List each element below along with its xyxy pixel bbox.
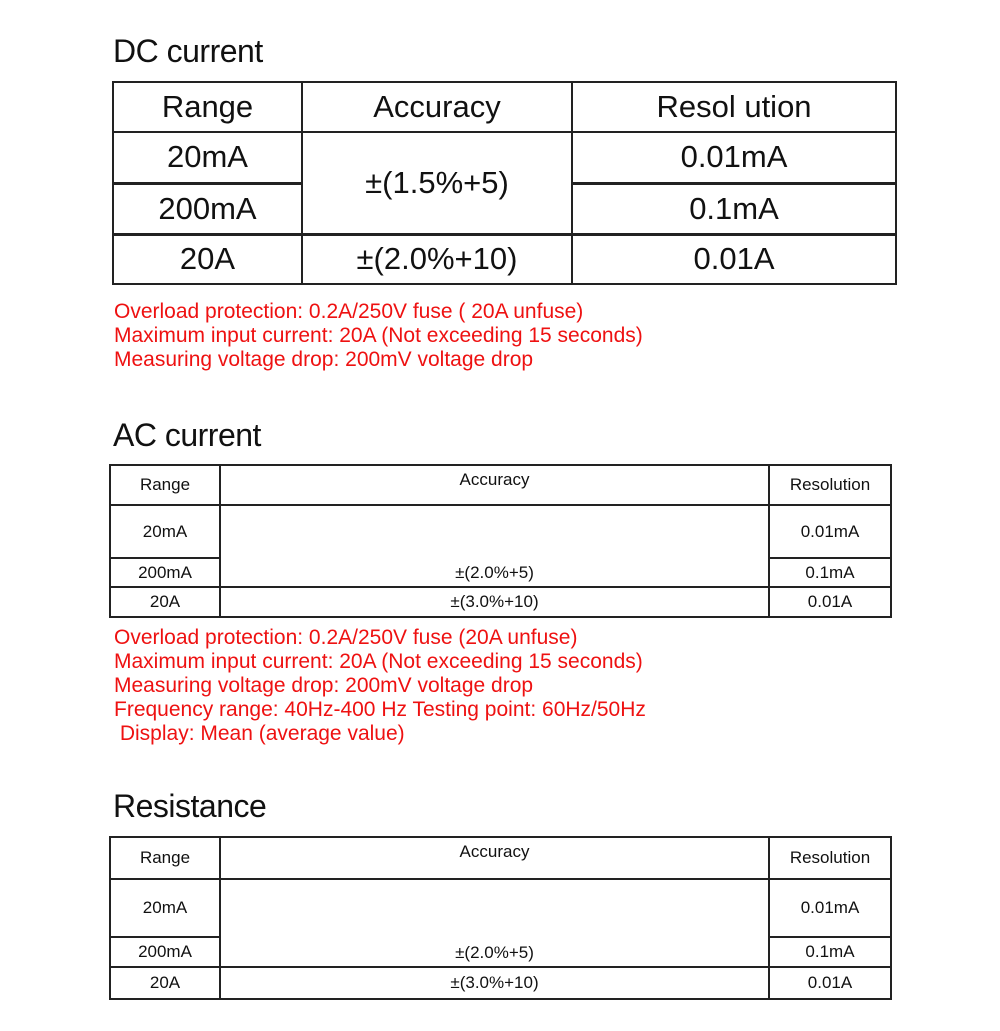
- header-accuracy: Accuracy: [220, 837, 769, 879]
- table-row: [113, 132, 896, 183]
- header-resolution: Resolution: [769, 465, 891, 505]
- range-cell: 20mA: [110, 505, 220, 558]
- header-range: Range: [113, 82, 302, 132]
- ac-current-title: AC current: [113, 417, 261, 453]
- resolution-cell: 0.01A: [769, 587, 891, 617]
- resolution-cell: 0.01mA: [769, 879, 891, 937]
- note-line: Maximum input current: 20A (Not exceeding 15 seconds): [114, 324, 643, 347]
- note-line: Measuring voltage drop: 200mV voltage drop: [114, 674, 534, 697]
- accuracy-cell: ±(1.5%+5): [302, 132, 572, 234]
- note-line: Measuring voltage drop: 200mV voltage drop: [114, 348, 534, 371]
- resolution-cell: 0.01A: [769, 967, 891, 999]
- table-header-row: [110, 465, 891, 505]
- resistance-title: Resistance: [113, 788, 267, 824]
- table-row: [110, 879, 891, 937]
- resolution-cell: 0.01A: [572, 234, 896, 284]
- accuracy-cell: ±(3.0%+10): [220, 587, 769, 617]
- header-resolution: Resol ution: [572, 82, 896, 132]
- accuracy-cell: ±(3.0%+10): [220, 967, 769, 999]
- note-line: Overload protection: 0.2A/250V fuse ( 20A unfuse): [114, 300, 584, 323]
- header-range: Range: [110, 837, 220, 879]
- range-cell: 200mA: [110, 558, 220, 587]
- table-header-row: [113, 82, 896, 132]
- ac-current-notes: [114, 626, 646, 746]
- table-row: [110, 505, 891, 558]
- header-accuracy: Accuracy: [220, 465, 769, 505]
- table-header-row: [110, 837, 891, 879]
- dc-current-title: DC current: [113, 33, 263, 69]
- range-cell: 200mA: [113, 183, 302, 234]
- note-line: Maximum input current: 20A (Not exceeding 15 seconds): [114, 650, 643, 673]
- range-cell: 20A: [110, 967, 220, 999]
- accuracy-cell: ±(2.0%+5): [220, 505, 769, 587]
- accuracy-cell: ±(2.0%+10): [302, 234, 572, 284]
- accuracy-cell: ±(2.0%+5): [220, 879, 769, 967]
- range-cell: 200mA: [110, 937, 220, 967]
- table-row: [110, 587, 891, 617]
- resolution-cell: 0.1mA: [572, 183, 896, 234]
- ac-current-table: [109, 464, 892, 618]
- range-cell: 20mA: [113, 132, 302, 183]
- resolution-cell: 0.01mA: [769, 505, 891, 558]
- table-row: [113, 234, 896, 284]
- note-line: Display: Mean (average value): [114, 722, 405, 745]
- header-range: Range: [110, 465, 220, 505]
- table-row: [110, 967, 891, 999]
- note-line: Overload protection: 0.2A/250V fuse (20A unfuse): [114, 626, 578, 649]
- resolution-cell: 0.1mA: [769, 558, 891, 587]
- dc-current-table: [112, 81, 897, 285]
- note-line: Frequency range: 40Hz-400 Hz Testing point: 60Hz/50Hz: [114, 698, 646, 721]
- range-cell: 20mA: [110, 879, 220, 937]
- header-accuracy: Accuracy: [302, 82, 572, 132]
- resolution-cell: 0.01mA: [572, 132, 896, 183]
- dc-current-notes: [114, 300, 643, 372]
- resolution-cell: 0.1mA: [769, 937, 891, 967]
- header-resolution: Resolution: [769, 837, 891, 879]
- resistance-table: [109, 836, 892, 1000]
- range-cell: 20A: [113, 234, 302, 284]
- range-cell: 20A: [110, 587, 220, 617]
